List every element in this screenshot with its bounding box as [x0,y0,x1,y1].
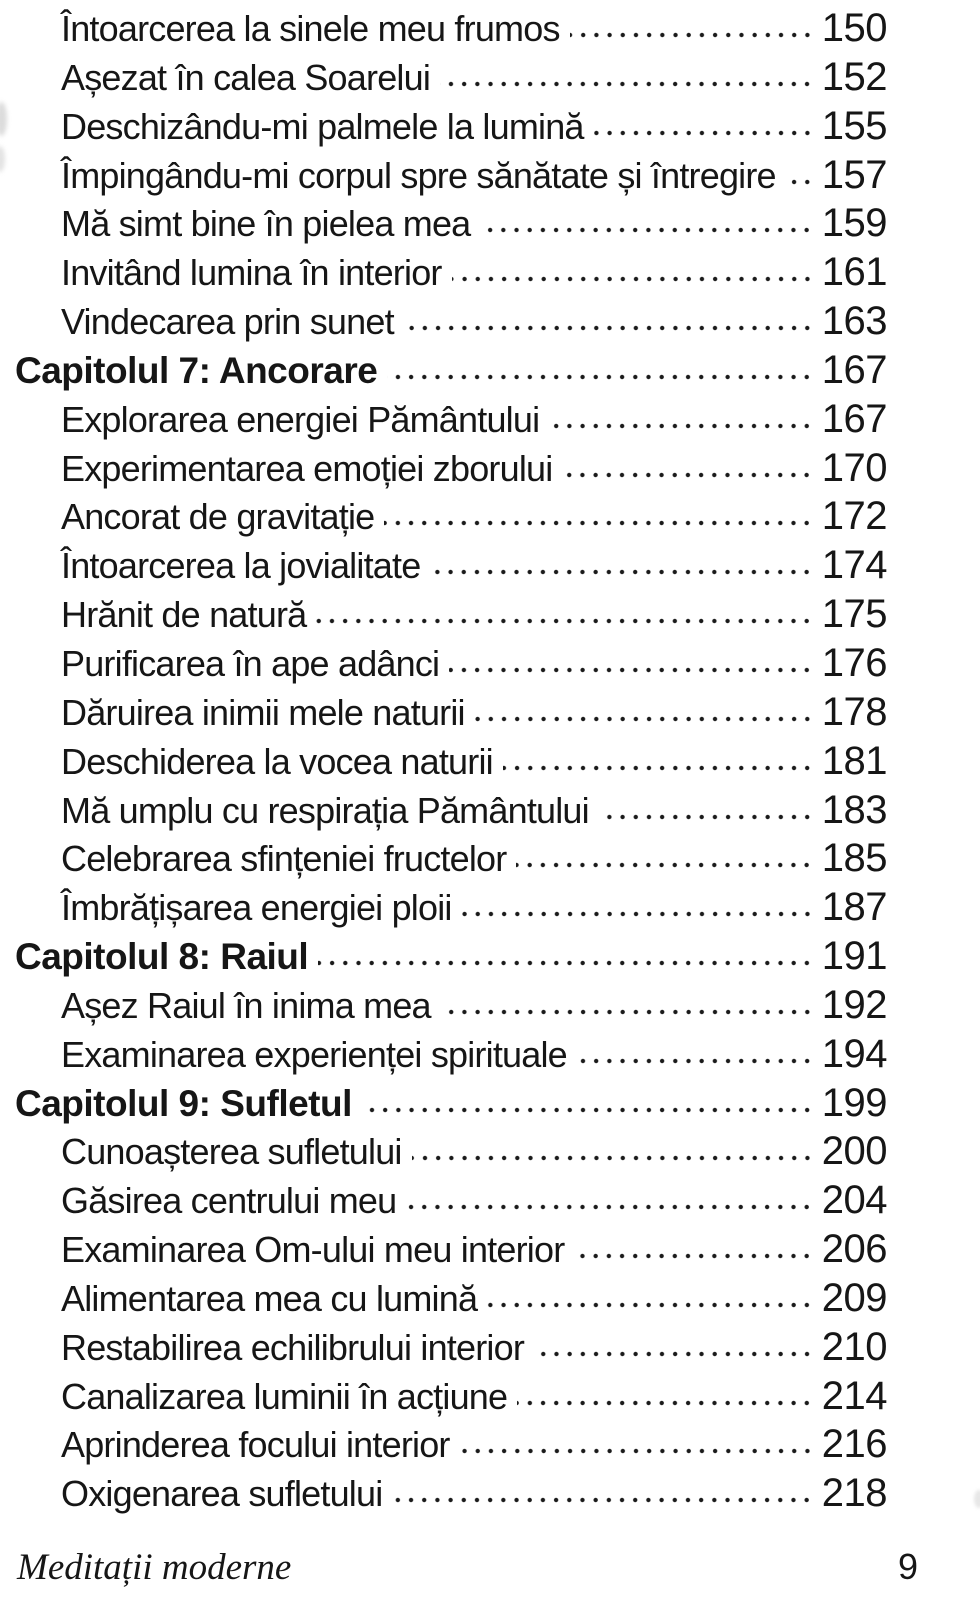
dot-leader [406,1201,813,1213]
toc-page-number: 200 [821,1129,887,1174]
toc-entry-row [0,446,980,495]
dot-leader [534,1348,814,1360]
toc-page-number: 204 [821,1178,887,1223]
toc-page-number: 216 [821,1422,887,1467]
toc-page-number: 175 [821,592,887,637]
toc-chapter-title: Capitolul 9: Sufletul [15,1082,352,1124]
dot-leader [392,1494,813,1506]
toc-entry-row [0,201,980,250]
dot-leader [440,78,814,90]
toc-entry-title: Deschiderea la vocea naturii [61,740,493,782]
book-title: Meditații moderne [17,1547,292,1588]
toc-page-number: 150 [821,6,887,50]
toc-entry-row [0,397,980,446]
toc-entry-title: Mă umplu cu respirația Pământului [61,789,589,831]
dot-leader [412,1152,814,1164]
toc-page-number: 191 [821,934,887,979]
toc-entry-row [0,1374,980,1423]
toc-page-number: 155 [821,103,887,148]
toc-entry-row [0,592,980,641]
toc-entry-row [0,55,980,104]
toc-entry-row [0,641,980,690]
toc-entry-row [0,788,980,837]
toc-entry-title: Așez Raiul în inima mea [61,984,431,1026]
dot-leader [384,517,813,529]
toc-entry-title: Oxigenarea sufletului [61,1473,383,1515]
dot-leader [449,664,813,676]
toc-entry-row [0,1422,980,1471]
dot-leader [594,127,814,139]
toc-entry-row [0,1129,980,1178]
dot-leader [362,1104,814,1116]
toc-entry-row [0,1276,980,1325]
toc-page-number: 178 [821,689,887,734]
dot-leader [549,420,813,432]
dot-leader [574,1250,813,1262]
toc-chapter-title: Capitolul 8: Raiul [15,936,309,978]
toc-page-number: 157 [821,152,887,197]
toc-entry-row [0,983,980,1032]
toc-entry-title: Împingându-mi corpul spre sănătate și întregire [61,154,776,196]
toc-page-number: 161 [821,250,887,295]
toc-entry-title: Întoarcerea la jovialitate [61,545,421,587]
dot-leader [441,1006,814,1018]
toc-page-number: 218 [821,1471,887,1516]
toc-page-number: 174 [821,543,887,588]
toc-page-number: 163 [821,299,887,344]
toc-entry-title: Aprinderea focului interior [61,1424,450,1466]
toc-page-number: 187 [821,885,887,930]
dot-leader [430,566,813,578]
toc-entry-title: Alimentarea mea cu lumină [61,1277,478,1319]
toc-page-number: 159 [821,201,887,246]
table-of-contents [0,6,980,1520]
dot-leader [316,615,813,627]
toc-chapter-title: Capitolul 7: Ancorare [15,349,378,391]
toc-page-number: 183 [821,787,887,832]
toc-page-number: 185 [821,836,887,881]
toc-page-number: 167 [821,347,887,392]
toc-entry-row [0,836,980,885]
dot-leader [387,371,813,383]
dot-leader [516,859,813,871]
toc-entry-title: Hrănit de natură [61,594,307,636]
dot-leader [475,713,814,725]
dot-leader [480,224,813,236]
toc-entry-title: Examinarea experienței spirituale [61,1033,567,1075]
toc-entry-row [0,1032,980,1081]
dot-leader [517,1397,813,1409]
toc-entry-row [0,885,980,934]
dot-leader [452,273,814,285]
toc-entry-title: Restabilirea echilibrului interior [61,1326,525,1368]
toc-entry-row [0,1178,980,1227]
toc-page-number: 210 [821,1324,887,1369]
toc-entry-title: Invitând lumina în interior [61,252,442,294]
toc-entry-title: Vindecarea prin sunet [61,301,394,343]
toc-entry-row [0,690,980,739]
dot-leader [599,811,814,823]
toc-page-number: 170 [821,445,887,490]
toc-entry-row [0,104,980,153]
dot-leader [786,176,814,188]
toc-page-number: 176 [821,640,887,685]
toc-entry-title: Celebrarea sfințeniei fructelor [61,838,507,880]
toc-chapter-row [0,348,980,397]
toc-page-number: 181 [821,738,887,783]
toc-page-number: 199 [821,1080,887,1125]
toc-entry-title: Găsirea centrului meu [61,1180,397,1222]
toc-page-number: 152 [821,54,887,99]
toc-entry-row [0,6,980,55]
toc-page-number: 214 [821,1373,887,1418]
toc-entry-row [0,1471,980,1520]
toc-entry-title: Dăruirea inimii mele naturii [61,691,465,733]
toc-entry-title: Examinarea Om-ului meu interior [61,1229,565,1271]
dot-leader [570,29,814,41]
toc-chapter-row [0,1081,980,1130]
toc-entry-title: Purificarea în ape adânci [61,642,440,684]
toc-page-number: 194 [821,1031,887,1076]
toc-entry-row [0,739,980,788]
toc-entry-row [0,299,980,348]
toc-entry-title: Întoarcerea la sinele meu frumos [61,8,560,49]
dot-leader [460,1445,814,1457]
toc-entry-title: Cunoașterea sufletului [61,1131,402,1173]
toc-page-number: 172 [821,494,887,539]
toc-entry-title: Așezat în calea Soarelui [61,56,431,98]
toc-entry-title: Experimentarea emoției zborului [61,447,553,489]
toc-entry-row [0,153,980,202]
toc-entry-title: Deschizându-mi palmele la lumină [61,105,584,147]
dot-leader [577,1055,814,1067]
dot-leader [462,908,814,920]
toc-page-number: 192 [821,982,887,1027]
dot-leader [404,322,814,334]
toc-entry-title: Explorarea energiei Pământului [61,398,540,440]
dot-leader [503,762,814,774]
page-number: 9 [897,1546,918,1587]
toc-entry-title: Canalizarea luminii în acțiune [61,1375,508,1417]
toc-entry-title: Îmbrățișarea energiei ploii [61,887,452,929]
toc-entry-row [0,543,980,592]
toc-entry-row [0,1227,980,1276]
dot-leader [318,957,814,969]
toc-entry-row [0,1325,980,1374]
toc-page-number: 209 [821,1275,887,1320]
toc-entry-row [0,250,980,299]
toc-entry-title: Ancorat de gravitație [61,496,375,538]
toc-page-number: 167 [821,396,887,441]
toc-chapter-row [0,934,980,983]
dot-leader [562,469,813,481]
page-footer [0,1546,980,1589]
dot-leader [487,1299,814,1311]
toc-entry-row [0,494,980,543]
toc-page-number: 206 [821,1227,887,1272]
toc-entry-title: Mă simt bine în pielea mea [61,203,471,245]
